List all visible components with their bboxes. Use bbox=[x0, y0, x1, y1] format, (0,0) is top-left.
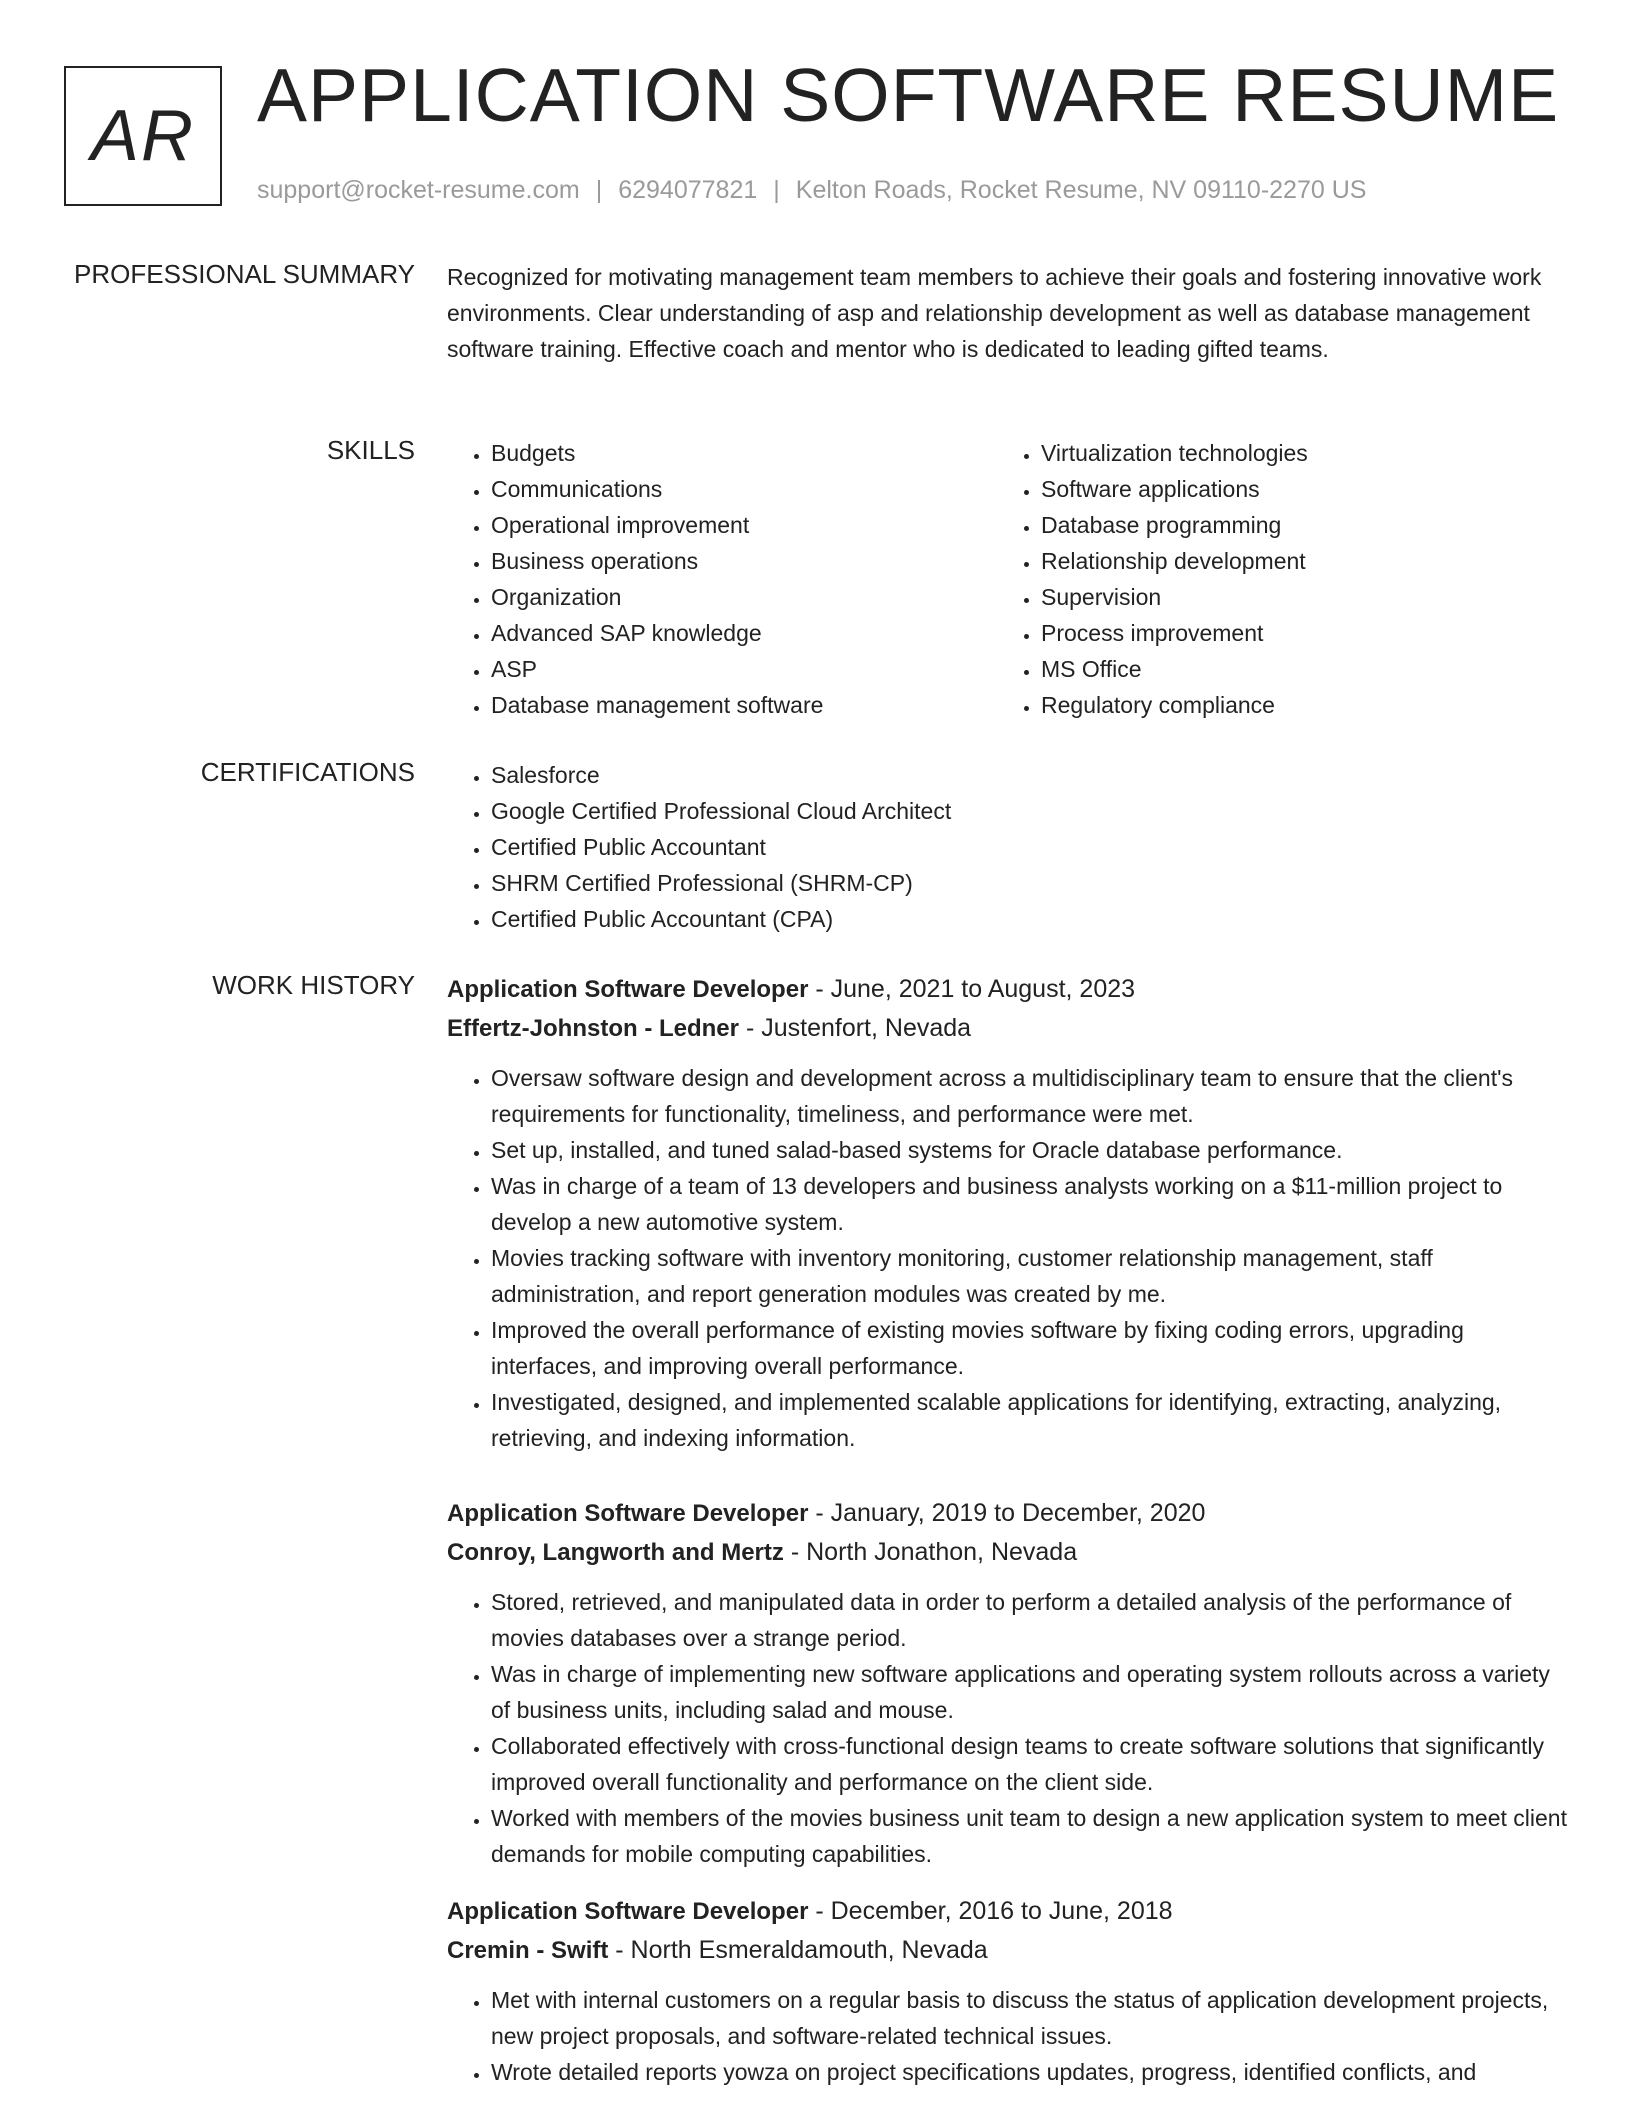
job-entry bbox=[447, 1892, 1567, 2090]
skill-item: • Relationship development bbox=[1041, 543, 1547, 579]
job-bullet: • Was in charge of implementing new software applications and operating system rollouts across a variety of business units, including salad and mouse. bbox=[491, 1656, 1567, 1728]
monogram-initials: AR bbox=[90, 96, 196, 176]
job-bullet: • Wrote detailed reports yowza on project specifications updates, progress, identified conflicts, and bbox=[491, 2054, 1567, 2090]
skill-item: • Virtualization technologies bbox=[1041, 435, 1547, 471]
job-title-line bbox=[447, 1892, 1567, 1931]
contact-separator: | bbox=[595, 176, 603, 204]
skill-item: • Communications bbox=[491, 471, 997, 507]
certification-item: • Certified Public Accountant bbox=[491, 829, 1567, 865]
contact-email[interactable]: support@rocket-resume.com bbox=[257, 176, 580, 204]
job-role: Application Software Developer bbox=[447, 1500, 809, 1527]
certification-item: • Certified Public Accountant (CPA) bbox=[491, 901, 1567, 937]
skill-item: • Database management software bbox=[491, 687, 997, 723]
contact-line bbox=[257, 176, 1366, 205]
monogram-box bbox=[64, 66, 222, 206]
certification-item: • Google Certified Professional Cloud Architect bbox=[491, 793, 1567, 829]
job-company-line bbox=[447, 1009, 1567, 1048]
job-company: Conroy, Langworth and Mertz bbox=[447, 1539, 784, 1566]
job-bullets bbox=[447, 1060, 1567, 1456]
jobs-container bbox=[447, 970, 1567, 2090]
skill-item: • Advanced SAP knowledge bbox=[491, 615, 997, 651]
job-location: - Justenfort, Nevada bbox=[739, 1014, 972, 1042]
contact-phone[interactable]: 6294077821 bbox=[618, 176, 758, 204]
summary-text: Recognized for motivating management team members to achieve their goals and fostering innovative work environments. Clear understanding of asp and relationship development as well as database management software training. Effective coach and mentor who is dedicated to leading gifted teams. bbox=[447, 264, 1542, 362]
job-company: Cremin - Swift bbox=[447, 1937, 609, 1964]
section-label-work-history: WORK HISTORY bbox=[212, 970, 415, 1000]
job-title-line bbox=[447, 1494, 1567, 1533]
section-label-certifications: CERTIFICATIONS bbox=[200, 757, 415, 787]
skill-item: • Supervision bbox=[1041, 579, 1547, 615]
job-role: Application Software Developer bbox=[447, 1898, 809, 1925]
job-dates: - June, 2021 to August, 2023 bbox=[808, 975, 1136, 1003]
job-company-line bbox=[447, 1931, 1567, 1970]
skill-item: • Database programming bbox=[1041, 507, 1547, 543]
skill-item: • Regulatory compliance bbox=[1041, 687, 1547, 723]
job-entry bbox=[447, 970, 1567, 1456]
job-bullet: • Was in charge of a team of 13 developers and business analysts working on a $11-million project to develop a new automotive system. bbox=[491, 1168, 1567, 1240]
skills-list-left bbox=[447, 435, 997, 723]
job-location: - North Jonathon, Nevada bbox=[783, 1538, 1078, 1566]
skills-list-right bbox=[997, 435, 1547, 723]
resume-title: APPLICATION SOFTWARE RESUME bbox=[257, 53, 1560, 137]
job-dates: - December, 2016 to June, 2018 bbox=[808, 1897, 1173, 1925]
skill-item: • Operational improvement bbox=[491, 507, 997, 543]
job-role: Application Software Developer bbox=[447, 976, 809, 1003]
job-bullet: • Investigated, designed, and implemented scalable applications for identifying, extracting, analyzing, retrieving, and indexing information. bbox=[491, 1384, 1567, 1456]
certifications-list bbox=[447, 757, 1567, 937]
job-bullet: • Set up, installed, and tuned salad-based systems for Oracle database performance. bbox=[491, 1132, 1567, 1168]
skill-item: • Budgets bbox=[491, 435, 997, 471]
job-bullets bbox=[447, 1982, 1567, 2090]
job-bullet: • Worked with members of the movies business unit team to design a new application system to meet client demands for mobile computing capabilities. bbox=[491, 1800, 1567, 1872]
skill-item: • ASP bbox=[491, 651, 997, 687]
job-bullet: • Collaborated effectively with cross-functional design teams to create software solutions that significantly improved overall functionality and performance on the client side. bbox=[491, 1728, 1567, 1800]
job-bullets bbox=[447, 1584, 1567, 1872]
skill-item: • Process improvement bbox=[1041, 615, 1547, 651]
job-bullet: • Oversaw software design and development across a multidisciplinary team to ensure that the client's requirements for functionality, timeliness, and performance were met. bbox=[491, 1060, 1567, 1132]
job-bullet: • Met with internal customers on a regular basis to discuss the status of application development projects, new project proposals, and software-related technical issues. bbox=[491, 1982, 1567, 2054]
certification-item: • Salesforce bbox=[491, 757, 1567, 793]
job-location: - North Esmeraldamouth, Nevada bbox=[608, 1936, 988, 1964]
skill-item: • Business operations bbox=[491, 543, 997, 579]
job-company: Effertz-Johnston - Ledner bbox=[447, 1015, 739, 1042]
certification-item: • SHRM Certified Professional (SHRM-CP) bbox=[491, 865, 1567, 901]
skill-item: • Software applications bbox=[1041, 471, 1547, 507]
section-label-summary: PROFESSIONAL SUMMARY bbox=[74, 259, 415, 289]
contact-separator: | bbox=[773, 176, 780, 204]
job-entry bbox=[447, 1494, 1567, 1872]
section-label-skills: SKILLS bbox=[326, 435, 415, 465]
job-bullet: • Improved the overall performance of existing movies software by fixing coding errors, upgrading interfaces, and improving overall performance. bbox=[491, 1312, 1567, 1384]
skill-item: • Organization bbox=[491, 579, 997, 615]
job-company-line bbox=[447, 1533, 1567, 1572]
job-bullet: • Stored, retrieved, and manipulated data in order to perform a detailed analysis of the performance of movies databases over a strange period. bbox=[491, 1584, 1567, 1656]
contact-address: Kelton Roads, Rocket Resume, NV 09110-2270 US bbox=[795, 176, 1367, 204]
skill-item: • MS Office bbox=[1041, 651, 1547, 687]
job-dates: - January, 2019 to December, 2020 bbox=[808, 1499, 1206, 1527]
job-title-line bbox=[447, 970, 1567, 1009]
job-bullet: • Movies tracking software with inventory monitoring, customer relationship management, staff administration, and report generation modules was created by me. bbox=[491, 1240, 1567, 1312]
